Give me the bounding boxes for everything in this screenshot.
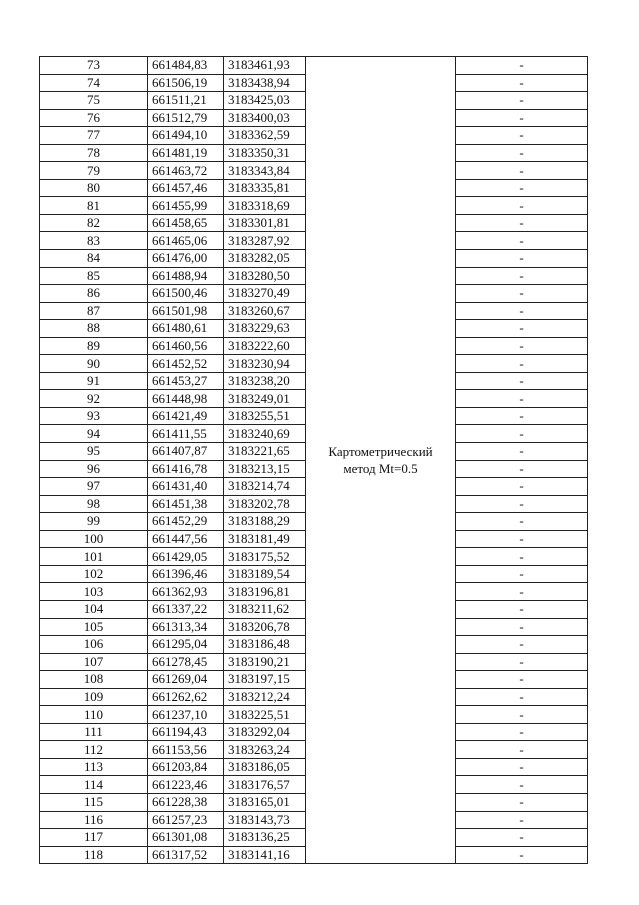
- accuracy-cell: -: [456, 267, 588, 285]
- x-coordinate-cell: 661506,19: [148, 74, 224, 92]
- accuracy-cell: -: [456, 706, 588, 724]
- y-coordinate-cell: 3183287,92: [224, 232, 306, 250]
- x-coordinate-cell: 661465,06: [148, 232, 224, 250]
- accuracy-cell: -: [456, 548, 588, 566]
- y-coordinate-cell: 3183270,49: [224, 285, 306, 303]
- x-coordinate-cell: 661501,98: [148, 302, 224, 320]
- point-number-cell: 100: [40, 530, 148, 548]
- x-coordinate-cell: 661153,56: [148, 741, 224, 759]
- accuracy-cell: -: [456, 653, 588, 671]
- point-number-cell: 75: [40, 92, 148, 110]
- y-coordinate-cell: 3183221,65: [224, 443, 306, 461]
- y-coordinate-cell: 3183222,60: [224, 337, 306, 355]
- y-coordinate-cell: 3183165,01: [224, 793, 306, 811]
- point-number-cell: 87: [40, 302, 148, 320]
- accuracy-cell: -: [456, 179, 588, 197]
- point-number-cell: 80: [40, 179, 148, 197]
- x-coordinate-cell: 661511,21: [148, 92, 224, 110]
- y-coordinate-cell: 3183211,62: [224, 600, 306, 618]
- x-coordinate-cell: 661457,46: [148, 179, 224, 197]
- y-coordinate-cell: 3183175,52: [224, 548, 306, 566]
- accuracy-cell: -: [456, 407, 588, 425]
- point-number-cell: 109: [40, 688, 148, 706]
- point-number-cell: 115: [40, 793, 148, 811]
- x-coordinate-cell: 661429,05: [148, 548, 224, 566]
- point-number-cell: 96: [40, 460, 148, 478]
- accuracy-cell: -: [456, 513, 588, 531]
- x-coordinate-cell: 661257,23: [148, 811, 224, 829]
- x-coordinate-cell: 661448,98: [148, 390, 224, 408]
- y-coordinate-cell: 3183461,93: [224, 57, 306, 75]
- point-number-cell: 98: [40, 495, 148, 513]
- x-coordinate-cell: 661512,79: [148, 109, 224, 127]
- y-coordinate-cell: 3183260,67: [224, 302, 306, 320]
- y-coordinate-cell: 3183196,81: [224, 583, 306, 601]
- point-number-cell: 83: [40, 232, 148, 250]
- x-coordinate-cell: 661447,56: [148, 530, 224, 548]
- y-coordinate-cell: 3183141,16: [224, 846, 306, 864]
- accuracy-cell: -: [456, 232, 588, 250]
- accuracy-cell: -: [456, 74, 588, 92]
- accuracy-cell: -: [456, 600, 588, 618]
- point-number-cell: 94: [40, 425, 148, 443]
- point-number-cell: 84: [40, 250, 148, 268]
- point-number-cell: 107: [40, 653, 148, 671]
- y-coordinate-cell: 3183335,81: [224, 179, 306, 197]
- y-coordinate-cell: 3183282,05: [224, 250, 306, 268]
- y-coordinate-cell: 3183189,54: [224, 565, 306, 583]
- method-cell: [306, 57, 456, 864]
- accuracy-cell: -: [456, 671, 588, 689]
- accuracy-cell: -: [456, 688, 588, 706]
- accuracy-cell: -: [456, 583, 588, 601]
- point-number-cell: 81: [40, 197, 148, 215]
- x-coordinate-cell: 661313,34: [148, 618, 224, 636]
- y-coordinate-cell: 3183212,24: [224, 688, 306, 706]
- point-number-cell: 99: [40, 513, 148, 531]
- accuracy-cell: -: [456, 390, 588, 408]
- y-coordinate-cell: 3183143,73: [224, 811, 306, 829]
- y-coordinate-cell: 3183136,25: [224, 829, 306, 847]
- x-coordinate-cell: 661278,45: [148, 653, 224, 671]
- x-coordinate-cell: 661453,27: [148, 372, 224, 390]
- accuracy-cell: -: [456, 250, 588, 268]
- x-coordinate-cell: 661431,40: [148, 478, 224, 496]
- point-number-cell: 86: [40, 285, 148, 303]
- accuracy-cell: -: [456, 723, 588, 741]
- y-coordinate-cell: 3183350,31: [224, 144, 306, 162]
- accuracy-cell: -: [456, 92, 588, 110]
- y-coordinate-cell: 3183438,94: [224, 74, 306, 92]
- x-coordinate-cell: 661476,00: [148, 250, 224, 268]
- y-coordinate-cell: 3183249,01: [224, 390, 306, 408]
- x-coordinate-cell: 661452,29: [148, 513, 224, 531]
- x-coordinate-cell: 661416,78: [148, 460, 224, 478]
- accuracy-cell: -: [456, 355, 588, 373]
- x-coordinate-cell: 661396,46: [148, 565, 224, 583]
- accuracy-cell: -: [456, 162, 588, 180]
- x-coordinate-cell: 661262,62: [148, 688, 224, 706]
- x-coordinate-cell: 661494,10: [148, 127, 224, 145]
- accuracy-cell: -: [456, 285, 588, 303]
- point-number-cell: 106: [40, 636, 148, 654]
- point-number-cell: 90: [40, 355, 148, 373]
- x-coordinate-cell: 661194,43: [148, 723, 224, 741]
- x-coordinate-cell: 661317,52: [148, 846, 224, 864]
- y-coordinate-cell: 3183400,03: [224, 109, 306, 127]
- x-coordinate-cell: 661203,84: [148, 758, 224, 776]
- point-number-cell: 97: [40, 478, 148, 496]
- y-coordinate-cell: 3183206,78: [224, 618, 306, 636]
- point-number-cell: 73: [40, 57, 148, 75]
- point-number-cell: 112: [40, 741, 148, 759]
- y-coordinate-cell: 3183240,69: [224, 425, 306, 443]
- y-coordinate-cell: 3183176,57: [224, 776, 306, 794]
- accuracy-cell: -: [456, 741, 588, 759]
- y-coordinate-cell: 3183213,15: [224, 460, 306, 478]
- y-coordinate-cell: 3183197,15: [224, 671, 306, 689]
- x-coordinate-cell: 661458,65: [148, 214, 224, 232]
- x-coordinate-cell: 661421,49: [148, 407, 224, 425]
- point-number-cell: 113: [40, 758, 148, 776]
- point-number-cell: 82: [40, 214, 148, 232]
- point-number-cell: 85: [40, 267, 148, 285]
- point-number-cell: 103: [40, 583, 148, 601]
- y-coordinate-cell: 3183190,21: [224, 653, 306, 671]
- point-number-cell: 111: [40, 723, 148, 741]
- y-coordinate-cell: 3183181,49: [224, 530, 306, 548]
- accuracy-cell: -: [456, 197, 588, 215]
- point-number-cell: 102: [40, 565, 148, 583]
- point-number-cell: 91: [40, 372, 148, 390]
- point-number-cell: 114: [40, 776, 148, 794]
- accuracy-cell: -: [456, 109, 588, 127]
- accuracy-cell: -: [456, 758, 588, 776]
- point-number-cell: 116: [40, 811, 148, 829]
- coordinates-table-body: [40, 57, 588, 864]
- y-coordinate-cell: 3183318,69: [224, 197, 306, 215]
- x-coordinate-cell: 661337,22: [148, 600, 224, 618]
- x-coordinate-cell: 661484,83: [148, 57, 224, 75]
- coordinates-table: [39, 56, 588, 864]
- y-coordinate-cell: 3183362,59: [224, 127, 306, 145]
- accuracy-cell: -: [456, 425, 588, 443]
- y-coordinate-cell: 3183263,24: [224, 741, 306, 759]
- accuracy-cell: -: [456, 144, 588, 162]
- x-coordinate-cell: 661269,04: [148, 671, 224, 689]
- y-coordinate-cell: 3183229,63: [224, 320, 306, 338]
- point-number-cell: 77: [40, 127, 148, 145]
- table-row: [40, 57, 588, 75]
- point-number-cell: 93: [40, 407, 148, 425]
- accuracy-cell: -: [456, 57, 588, 75]
- x-coordinate-cell: 661407,87: [148, 443, 224, 461]
- y-coordinate-cell: 3183292,04: [224, 723, 306, 741]
- point-number-cell: 92: [40, 390, 148, 408]
- accuracy-cell: -: [456, 320, 588, 338]
- x-coordinate-cell: 661411,55: [148, 425, 224, 443]
- accuracy-cell: -: [456, 636, 588, 654]
- x-coordinate-cell: 661488,94: [148, 267, 224, 285]
- accuracy-cell: -: [456, 776, 588, 794]
- accuracy-cell: -: [456, 846, 588, 864]
- y-coordinate-cell: 3183202,78: [224, 495, 306, 513]
- x-coordinate-cell: 661223,46: [148, 776, 224, 794]
- accuracy-cell: -: [456, 565, 588, 583]
- x-coordinate-cell: 661237,10: [148, 706, 224, 724]
- y-coordinate-cell: 3183186,05: [224, 758, 306, 776]
- point-number-cell: 78: [40, 144, 148, 162]
- x-coordinate-cell: 661451,38: [148, 495, 224, 513]
- y-coordinate-cell: 3183301,81: [224, 214, 306, 232]
- x-coordinate-cell: 661463,72: [148, 162, 224, 180]
- y-coordinate-cell: 3183230,94: [224, 355, 306, 373]
- x-coordinate-cell: 661301,08: [148, 829, 224, 847]
- accuracy-cell: -: [456, 811, 588, 829]
- y-coordinate-cell: 3183186,48: [224, 636, 306, 654]
- point-number-cell: 95: [40, 443, 148, 461]
- x-coordinate-cell: 661500,46: [148, 285, 224, 303]
- point-number-cell: 104: [40, 600, 148, 618]
- accuracy-cell: -: [456, 372, 588, 390]
- y-coordinate-cell: 3183238,20: [224, 372, 306, 390]
- accuracy-cell: -: [456, 530, 588, 548]
- accuracy-cell: -: [456, 337, 588, 355]
- x-coordinate-cell: 661481,19: [148, 144, 224, 162]
- y-coordinate-cell: 3183255,51: [224, 407, 306, 425]
- x-coordinate-cell: 661460,56: [148, 337, 224, 355]
- y-coordinate-cell: 3183188,29: [224, 513, 306, 531]
- accuracy-cell: -: [456, 793, 588, 811]
- point-number-cell: 101: [40, 548, 148, 566]
- accuracy-cell: -: [456, 460, 588, 478]
- point-number-cell: 108: [40, 671, 148, 689]
- point-number-cell: 74: [40, 74, 148, 92]
- x-coordinate-cell: 661480,61: [148, 320, 224, 338]
- y-coordinate-cell: 3183225,51: [224, 706, 306, 724]
- x-coordinate-cell: 661452,52: [148, 355, 224, 373]
- x-coordinate-cell: 661362,93: [148, 583, 224, 601]
- point-number-cell: 110: [40, 706, 148, 724]
- method-text-line: Картометрический: [328, 444, 433, 460]
- accuracy-cell: -: [456, 829, 588, 847]
- point-number-cell: 79: [40, 162, 148, 180]
- y-coordinate-cell: 3183343,84: [224, 162, 306, 180]
- y-coordinate-cell: 3183425,03: [224, 92, 306, 110]
- point-number-cell: 118: [40, 846, 148, 864]
- x-coordinate-cell: 661455,99: [148, 197, 224, 215]
- point-number-cell: 88: [40, 320, 148, 338]
- point-number-cell: 89: [40, 337, 148, 355]
- point-number-cell: 117: [40, 829, 148, 847]
- accuracy-cell: -: [456, 443, 588, 461]
- accuracy-cell: -: [456, 302, 588, 320]
- method-text-line: метод Mt=0.5: [343, 461, 418, 477]
- y-coordinate-cell: 3183280,50: [224, 267, 306, 285]
- x-coordinate-cell: 661228,38: [148, 793, 224, 811]
- x-coordinate-cell: 661295,04: [148, 636, 224, 654]
- accuracy-cell: -: [456, 478, 588, 496]
- accuracy-cell: -: [456, 127, 588, 145]
- point-number-cell: 76: [40, 109, 148, 127]
- point-number-cell: 105: [40, 618, 148, 636]
- accuracy-cell: -: [456, 495, 588, 513]
- y-coordinate-cell: 3183214,74: [224, 478, 306, 496]
- accuracy-cell: -: [456, 618, 588, 636]
- accuracy-cell: -: [456, 214, 588, 232]
